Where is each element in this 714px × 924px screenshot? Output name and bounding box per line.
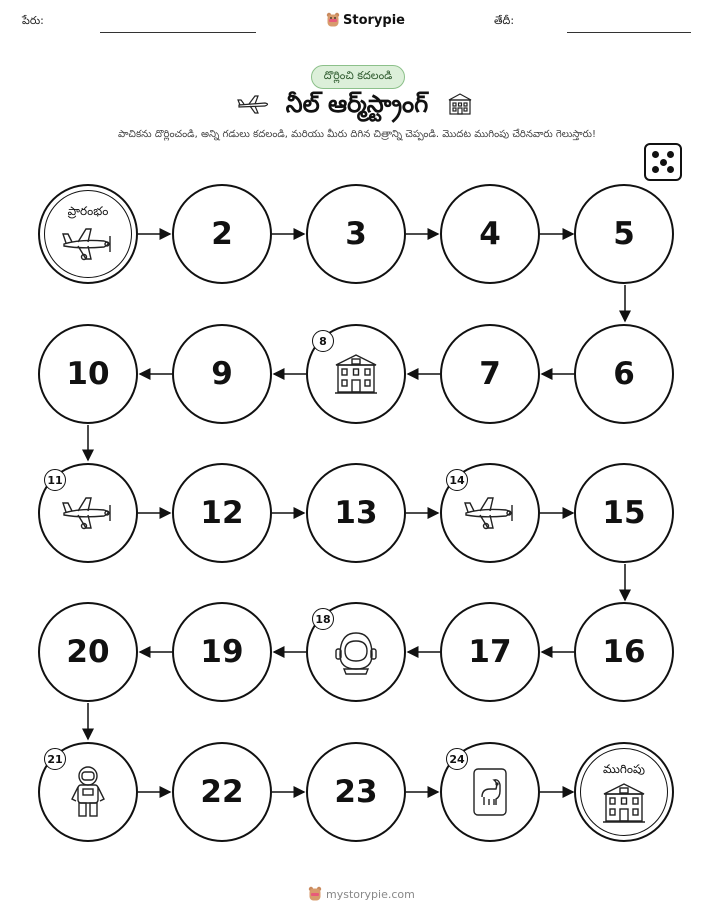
board-cell-5[interactable]: [574, 184, 674, 284]
board-cell-16[interactable]: [574, 602, 674, 702]
helmet-icon: [334, 629, 378, 675]
cell-number: 17: [468, 634, 512, 670]
game-title: నీల్ ఆర్మ్‌స్ట్రాంగ్: [285, 90, 429, 118]
board-cell-17[interactable]: [440, 602, 540, 702]
cell-number: 10: [66, 356, 110, 392]
astronaut-icon: [68, 765, 108, 819]
board-cell-25[interactable]: [574, 742, 674, 842]
board-cell-21[interactable]: [38, 742, 138, 842]
start-label: ప్రారంభం: [67, 204, 109, 218]
board-cell-22[interactable]: [172, 742, 272, 842]
board-cell-14[interactable]: [440, 463, 540, 563]
cell-number-badge: 18: [312, 608, 334, 630]
name-label: పేరు:: [22, 14, 44, 27]
building-icon: [601, 782, 647, 828]
board-cell-3[interactable]: [306, 184, 406, 284]
cell-number: 15: [602, 495, 646, 531]
date-label: తేదీ:: [494, 14, 515, 27]
footer-site: mystorypie.com: [326, 887, 415, 901]
cell-number-badge: 21: [44, 748, 66, 770]
board-cell-13[interactable]: [306, 463, 406, 563]
board-cell-8[interactable]: [306, 324, 406, 424]
board-cell-15[interactable]: [574, 463, 674, 563]
board-cell-11[interactable]: [38, 463, 138, 563]
cell-number: 23: [334, 774, 378, 810]
brand-name: Storypie: [343, 12, 405, 28]
cell-number: 2: [211, 216, 233, 252]
cell-number: 9: [211, 356, 233, 392]
cell-number: 13: [334, 495, 378, 531]
building-icon: [333, 353, 379, 395]
cell-number-badge: 11: [44, 469, 66, 491]
board-cell-20[interactable]: [38, 602, 138, 702]
board-cell-9[interactable]: [172, 324, 272, 424]
cell-number: 3: [345, 216, 367, 252]
board-cell-19[interactable]: [172, 602, 272, 702]
dog-card-icon: [472, 767, 508, 817]
cell-number: 4: [479, 216, 501, 252]
cell-number: 12: [200, 495, 244, 531]
cell-number: 16: [602, 634, 646, 670]
board-cell-4[interactable]: [440, 184, 540, 284]
cell-number: 5: [613, 216, 635, 252]
airplane-icon: [60, 493, 116, 533]
board-cell-12[interactable]: [172, 463, 272, 563]
board-cell-24[interactable]: [440, 742, 540, 842]
cell-number: 22: [200, 774, 244, 810]
cell-number: 7: [479, 356, 501, 392]
airplane-icon: [60, 224, 116, 268]
game-tag: దొర్లించి కదలండి: [311, 65, 405, 89]
instructions: పాచికను దొర్లించండి, అన్ని గడులు కదలండి, మరియు మీరు దిగిన చిత్రాన్ని చెప్పండి. మొదట ముగింపు చేరినవారు గెలుస్తారు!: [117, 129, 597, 140]
cell-number: 6: [613, 356, 635, 392]
footer: [308, 886, 415, 902]
board-cell-2[interactable]: [172, 184, 272, 284]
cell-number-badge: 14: [446, 469, 468, 491]
cell-number: 19: [200, 634, 244, 670]
bear-icon: [308, 886, 322, 902]
cell-number-badge: 24: [446, 748, 468, 770]
finish-label: ముగింపు: [603, 762, 645, 776]
board-cell-7[interactable]: [440, 324, 540, 424]
board-cell-6[interactable]: [574, 324, 674, 424]
airplane-icon: [462, 493, 518, 533]
board-cell-10[interactable]: [38, 324, 138, 424]
board-cell-23[interactable]: [306, 742, 406, 842]
cell-number-badge: 8: [312, 330, 334, 352]
board-cell-18[interactable]: [306, 602, 406, 702]
board-cell-1[interactable]: [38, 184, 138, 284]
cell-number: 20: [66, 634, 110, 670]
